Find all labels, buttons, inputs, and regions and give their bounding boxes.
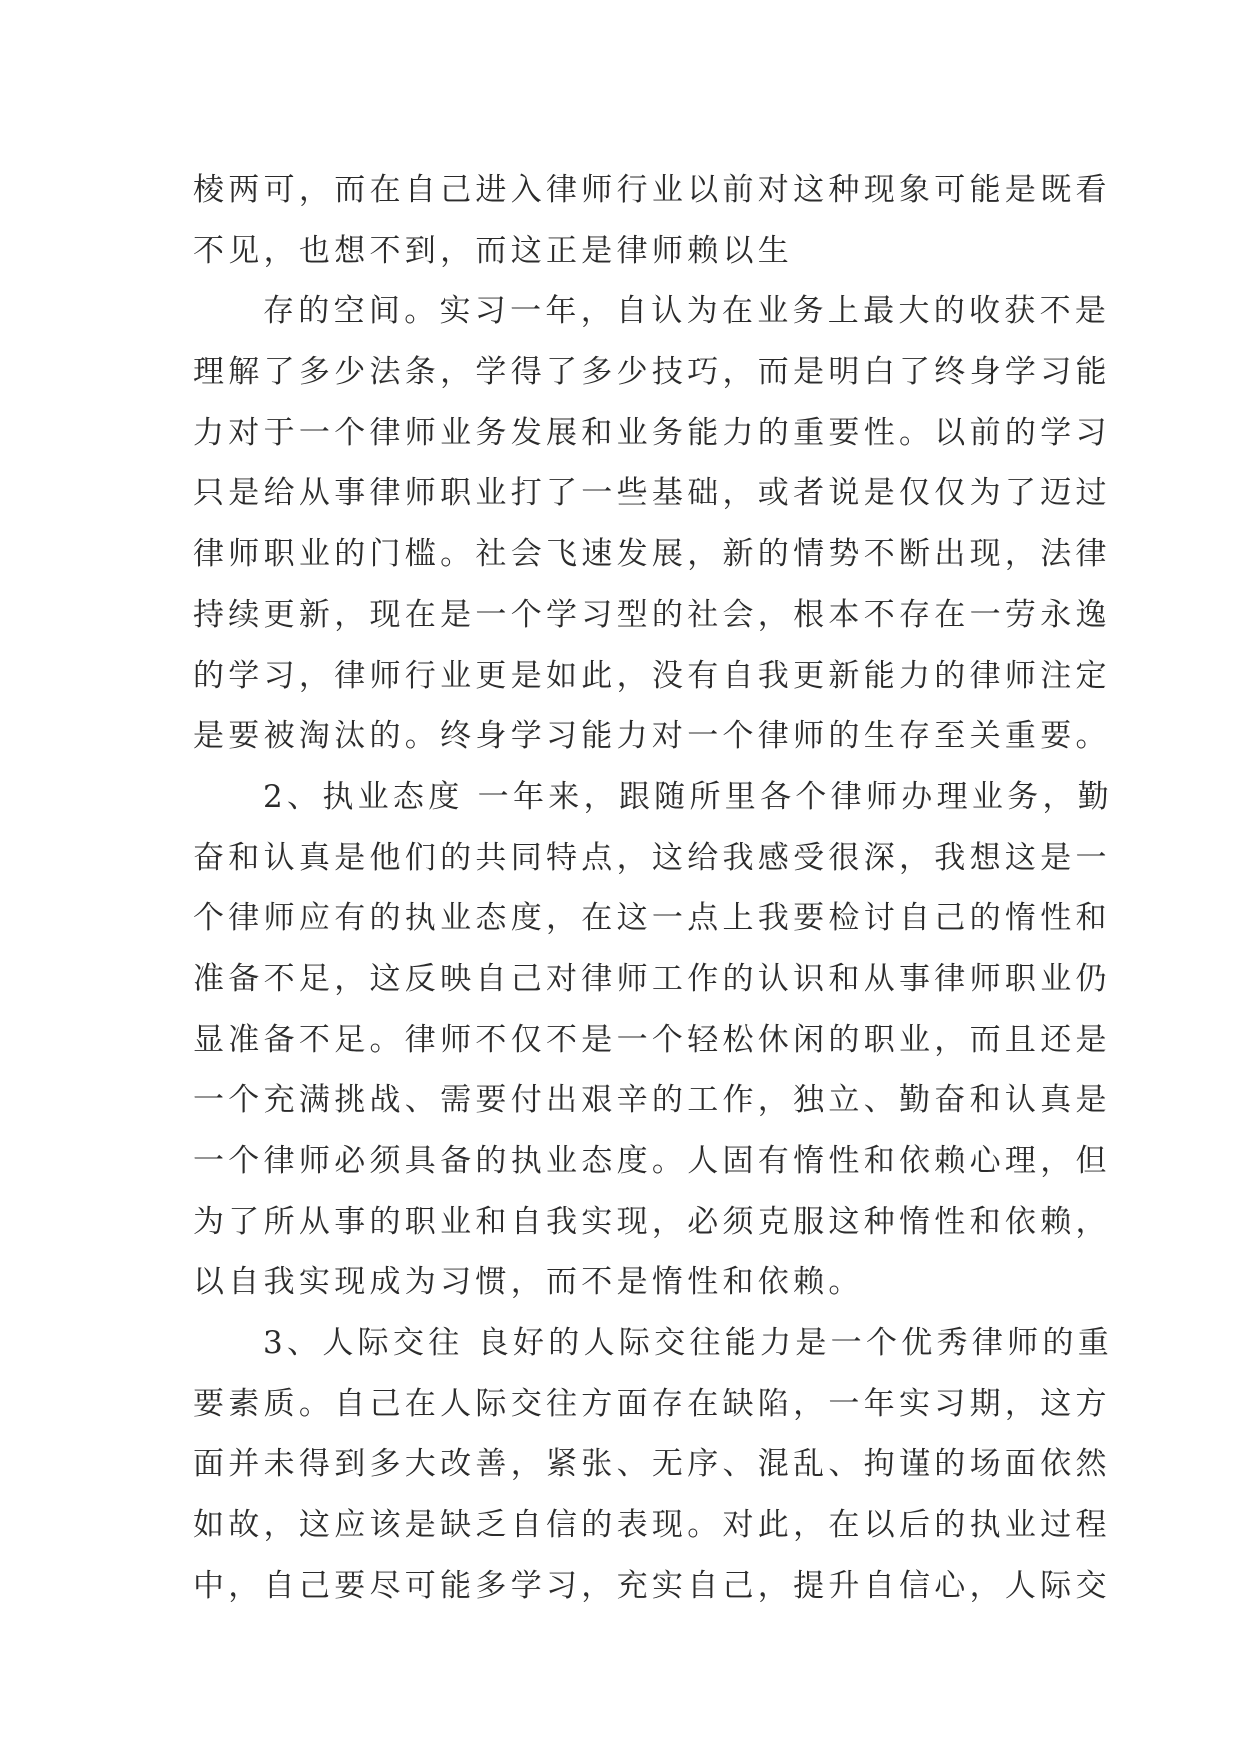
text-line: 以自我实现成为习惯，而不是惰性和依赖。: [193, 1264, 864, 1301]
text-line: 要素质。自己在人际交往方面存在缺陷，一年实习期，这方: [193, 1385, 1111, 1422]
text-line: 面并未得到多大改善，紧张、无序、混乱、拘谨的场面依然: [193, 1446, 1111, 1483]
text-line: 一个律师必须具备的执业态度。人固有惰性和依赖心理，但: [193, 1143, 1111, 1179]
text-line: 的学习，律师行业更是如此，没有自我更新能力的律师注定: [193, 657, 1111, 694]
text-line: 棱两可，而在自己进入律师行业以前对这种现象可能是既看: [193, 172, 1111, 208]
text-line: 律师职业的门槛。社会飞速发展，新的情势不断出现，法律: [193, 536, 1111, 573]
text-line: 持续更新，现在是一个学习型的社会，根本不存在一劳永逸: [193, 596, 1111, 633]
text-line: 一个充满挑战、需要付出艰辛的工作，独立、勤奋和认真是: [193, 1082, 1111, 1119]
text-line: 奋和认真是他们的共同特点，这给我感受很深，我想这是一: [193, 839, 1111, 876]
section-heading-line: 3、人际交往 良好的人际交往能力是一个优秀律师的重: [263, 1325, 1114, 1362]
text-line: 只是给从事律师职业打了一些基础，或者说是仅仅为了迈过: [193, 475, 1111, 512]
text-line: 个律师应有的执业态度，在这一点上我要检讨自己的惰性和: [193, 900, 1111, 937]
text-line: 是要被淘汰的。终身学习能力对一个律师的生存至关重要。: [193, 718, 1111, 755]
paragraph-start-line: 存的空间。实习一年，自认为在业务上最大的收获不是: [263, 293, 1111, 330]
section-heading-line: 2、执业态度 一年来，跟随所里各个律师办理业务，勤: [263, 778, 1114, 815]
body-text: [193, 160, 1114, 1617]
text-line: 力对于一个律师业务发展和业务能力的重要性。以前的学习: [193, 414, 1111, 451]
text-line: 为了所从事的职业和自我实现，必须克服这种惰性和依赖，: [193, 1203, 1111, 1240]
text-line: 不见，也想不到，而这正是律师赖以生: [193, 232, 794, 269]
text-line: 显准备不足。律师不仅不是一个轻松休闲的职业，而且还是: [193, 1021, 1111, 1058]
text-line: 准备不足，这反映自己对律师工作的认识和从事律师职业仍: [193, 960, 1111, 997]
text-line: 理解了多少法条，学得了多少技巧，而是明白了终身学习能: [193, 354, 1111, 391]
text-line: 中，自己要尽可能多学习，充实自己，提升自信心，人际交: [193, 1567, 1111, 1604]
text-line: 如故，这应该是缺乏自信的表现。对此，在以后的执业过程: [193, 1507, 1111, 1544]
